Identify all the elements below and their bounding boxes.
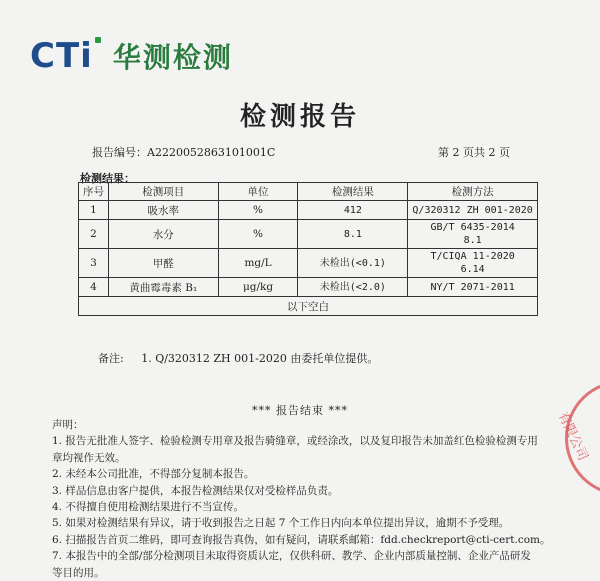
cell-no: 4 xyxy=(79,278,109,297)
cell-method: NY/T 2071-2011 xyxy=(408,278,538,297)
cell-item: 吸水率 xyxy=(108,201,218,220)
statement-item: 6. 扫描报告首页二维码，即可查询报告真伪，如有疑问，请联系邮箱：fdd.checkreport@cti-cert.com。 xyxy=(52,533,551,546)
cell-item: 水分 xyxy=(108,220,218,249)
logo-dot-icon xyxy=(95,37,101,43)
cell-unit: % xyxy=(218,220,298,249)
col-unit: 单位 xyxy=(218,183,298,201)
remark-label: 备注: xyxy=(98,352,124,365)
table-header-row xyxy=(79,183,538,201)
statement-item: 7. 本报告中的全部/部分检测项目未取得资质认定，仅供科研、教学、企业内部质量控制、企业产品研发 xyxy=(52,550,531,563)
remark-text: 1. Q/320312 ZH 001-2020 由委托单位提供。 xyxy=(141,352,379,365)
cell-unit: % xyxy=(218,201,298,220)
remark xyxy=(98,350,378,366)
report-title: 检测报告 xyxy=(239,102,360,132)
statement-item: 章均视作无效。 xyxy=(52,451,126,464)
cell-result: 未检出(<2.0) xyxy=(298,278,408,297)
statement-label: 声明： xyxy=(52,419,84,431)
statement-item: 5. 如果对检测结果有异议，请于收到报告之日起 7 个工作日内向本单位提出异议，逾期不予受理。 xyxy=(52,517,510,530)
statement-item: 3. 样品信息由客户提供，本报告检测结果仅对受检样品负责。 xyxy=(52,484,339,497)
col-method: 检测方法 xyxy=(408,183,538,201)
col-result: 检测结果 xyxy=(298,183,408,201)
cell-unit: μg/kg xyxy=(218,278,298,297)
company-logo xyxy=(30,36,233,76)
table-row xyxy=(79,220,538,249)
page-indicator: 第 2 页共 2 页 xyxy=(438,146,510,159)
logo-latin: CTi xyxy=(30,36,93,76)
statement-item: 4. 不得擅自使用检测结果进行不当宣传。 xyxy=(52,501,244,514)
table-footer-row xyxy=(79,297,538,316)
cell-no: 3 xyxy=(79,249,109,278)
statement-item: 等目的用。 xyxy=(52,566,105,579)
table-row xyxy=(79,249,538,278)
cell-no: 1 xyxy=(79,201,109,220)
col-no: 序号 xyxy=(79,183,109,201)
cell-unit: mg/L xyxy=(218,249,298,278)
report-number: 报告编号：A2220052863101001C xyxy=(92,146,276,159)
cell-result: 8.1 xyxy=(298,220,408,249)
results-table xyxy=(78,182,538,316)
table-row xyxy=(79,278,538,297)
table-row xyxy=(79,201,538,220)
cell-method: T/CIQA 11-2020 6.14 xyxy=(408,249,538,278)
blank-below-note: 以下空白 xyxy=(79,297,538,316)
cell-item: 黄曲霉毒素 B₁ xyxy=(108,278,218,297)
cell-method: Q/320312 ZH 001-2020 xyxy=(408,201,538,220)
cell-item: 甲醛 xyxy=(108,249,218,278)
cell-result: 未检出(<0.1) xyxy=(298,249,408,278)
cell-no: 2 xyxy=(79,220,109,249)
statement-item: 1. 报告无批准人签字、检验检测专用章及报告骑缝章，或经涂改，以及复印报告未加盖红色检验检测专用 xyxy=(52,435,538,448)
statement-item: 2. 未经本公司批准，不得部分复制本报告。 xyxy=(52,468,255,481)
seal-text: 有限公司 xyxy=(554,409,591,464)
report-end-marker: *** 报告结束 *** xyxy=(252,404,348,417)
col-item: 检测项目 xyxy=(108,183,218,201)
cell-result: 412 xyxy=(298,201,408,220)
results-label: 检测结果： xyxy=(80,172,135,185)
logo-chinese: 华测检测 xyxy=(112,41,233,74)
statement-section xyxy=(52,417,572,581)
cell-method: GB/T 6435-2014 8.1 xyxy=(408,220,538,249)
